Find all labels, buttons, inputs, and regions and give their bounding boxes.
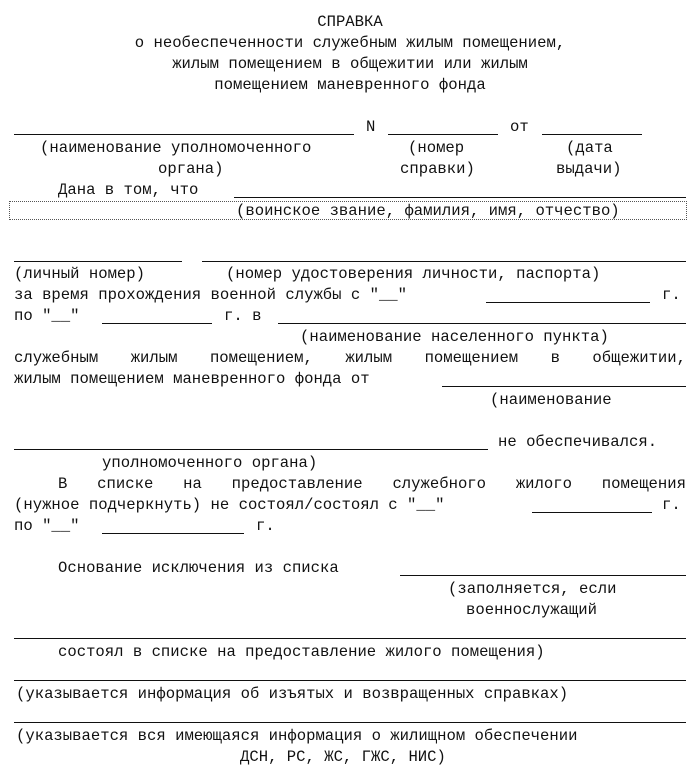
not-provided-text: не обеспечивался. — [498, 433, 658, 451]
organ-name-line — [14, 134, 354, 135]
exclusion-reason-line-2 — [14, 638, 686, 639]
title-line-1: СПРАВКА — [317, 13, 383, 31]
locality-line — [278, 323, 686, 324]
issued-label: Дана в том, что — [58, 181, 199, 199]
id-document-hint: (номер удостоверения личности, паспорта) — [226, 265, 601, 283]
organ-hint-4: уполномоченного органа) — [102, 454, 318, 472]
title-line-4: помещением маневренного фонда — [214, 76, 486, 94]
date-hint-1: (дата — [566, 139, 613, 157]
number-hint-1: (номер — [408, 139, 465, 157]
housing-hint-1: (указывается вся имеющаяся информация о жилищном обеспечении — [16, 727, 578, 745]
exclusion-hint-3: состоял в списке на предоставление жилого помещения) — [58, 643, 545, 661]
organ-hint-2: органа) — [158, 160, 224, 178]
date-hint-2: выдачи) — [556, 160, 622, 178]
queue-status-text: (нужное подчеркнуть) не состоял/состоял с "__" — [14, 496, 445, 514]
exclusion-label: Основание исключения из списка — [58, 559, 339, 577]
maneuver-fund-text: жилым помещением маневренного фонда от — [14, 370, 370, 388]
housing-hint-2: ДСН, РС, ЖС, ГЖС, НИС) — [240, 748, 446, 766]
organ-hint-1: (наименование уполномоченного — [40, 139, 312, 157]
certificates-hint: (указывается информация об изъятых и возвращенных справках) — [16, 685, 569, 703]
queue-to-prefix: по "__" — [14, 517, 80, 535]
organ-name-line-3 — [14, 449, 488, 450]
queue-line-1: В списке на предоставление служебного жилого помещения — [58, 475, 686, 493]
service-to-line — [102, 323, 212, 324]
exclusion-reason-line — [400, 575, 686, 576]
issued-name-line — [234, 197, 686, 198]
organ-hint-3: (наименование — [490, 391, 612, 409]
queue-from-line — [532, 512, 652, 513]
number-mark: N — [366, 118, 376, 136]
locality-hint: (наименование населенного пункта) — [300, 328, 609, 346]
organ-name-line-2 — [442, 386, 686, 387]
certificates-info-line — [14, 680, 686, 681]
service-to-prefix: по "__" — [14, 307, 80, 325]
housing-info-line — [14, 722, 686, 723]
certificate-number-line — [388, 134, 498, 135]
service-from-text: за время прохождения военной службы с "__" — [14, 286, 408, 304]
housing-types-line: служебным жилым помещением, жилым помещением в общежитии, — [14, 349, 686, 367]
service-to-mid: г. в — [224, 307, 262, 325]
date-preposition: от — [510, 118, 529, 136]
exclusion-hint-2: военнослужащий — [466, 601, 598, 619]
queue-from-year: г. — [662, 496, 681, 514]
personal-number-line — [14, 261, 182, 262]
exclusion-hint-1: (заполняется, если — [448, 580, 617, 598]
issue-date-line — [542, 134, 642, 135]
name-hint: (воинское звание, фамилия, имя, отчество) — [236, 202, 620, 220]
id-document-line — [202, 261, 686, 262]
personal-number-hint: (личный номер) — [14, 265, 146, 283]
service-from-line — [486, 302, 650, 303]
queue-to-line — [102, 533, 244, 534]
title-line-2: о необеспеченности служебным жилым помещением, — [134, 34, 566, 52]
service-from-year: г. — [662, 286, 681, 304]
title-line-3: жилым помещением в общежитии или жилым — [172, 55, 528, 73]
queue-to-year: г. — [256, 517, 275, 535]
number-hint-2: справки) — [400, 160, 475, 178]
